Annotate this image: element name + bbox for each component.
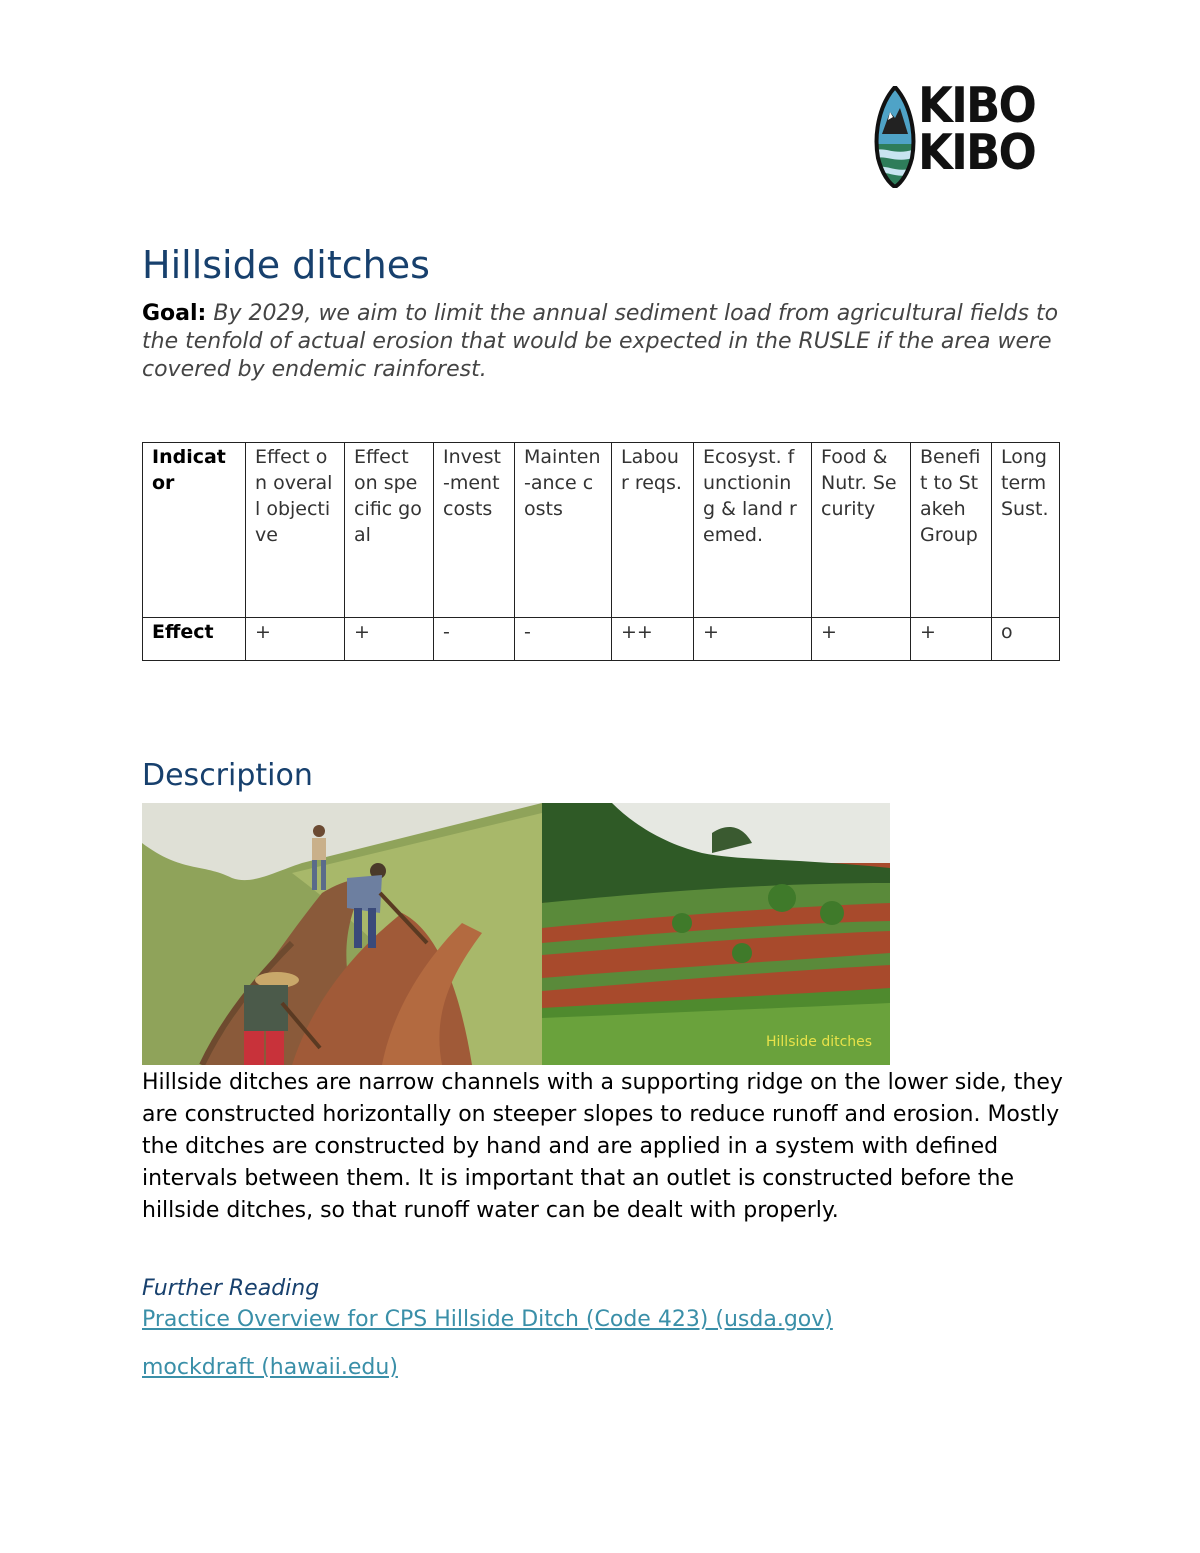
table-header-cell: Mainten-ance costs [515, 443, 612, 618]
table-cell: + [246, 618, 345, 661]
table-header-cell: Effect on overall objective [246, 443, 345, 618]
table-header-cell: Invest-ment costs [434, 443, 515, 618]
table-header-cell: Food & Nutr. Security [812, 443, 911, 618]
hillside-ditches-photo [142, 803, 890, 1065]
goal-statement [142, 300, 1062, 384]
table-header-cell: Long term Sust. [992, 443, 1060, 618]
logo-line-2: KIBO [918, 124, 1036, 181]
table-header-cell: Indicator [143, 443, 246, 618]
table-header-cell: Labour reqs. [612, 443, 694, 618]
further-reading-heading: Further Reading [142, 1276, 320, 1301]
photo-workers-digging [142, 803, 542, 1065]
goal-label: Goal: [142, 301, 207, 326]
description-body: Hillside ditches are narrow channels with a supporting ridge on the lower side, they are constructed horizontally on steeper slopes to reduce runoff and erosion. Mostly the ditches are constructed by hand and are applied in a system with defined intervals between them. It is important that an outlet is constructed before the hillside ditches, so that runoff water can be dealt with properly. [142, 1070, 1063, 1223]
table-cell: + [812, 618, 911, 661]
usda-hillside-ditch-link[interactable]: Practice Overview for CPS Hillside Ditch (Code 423) (usda.gov) [142, 1307, 833, 1332]
table-cell: ++ [612, 618, 694, 661]
kibo-shield-icon [872, 86, 918, 188]
page-title: Hillside ditches [142, 243, 430, 287]
table-header-cell: Benefit to Stakeh Group [911, 443, 992, 618]
table-header-cell: Effect on specific goal [345, 443, 434, 618]
hawaii-mockdraft-link[interactable]: mockdraft (hawaii.edu) [142, 1355, 398, 1380]
kibo-wordmark [918, 77, 1036, 181]
table-header-row [143, 443, 1060, 618]
logo-line-1: KIBO [918, 77, 1036, 134]
table-cell: - [515, 618, 612, 661]
table-cell: o [992, 618, 1060, 661]
kibo-logo [872, 77, 1058, 188]
evaluation-table [142, 442, 1060, 661]
table-cell: - [434, 618, 515, 661]
description-heading: Description [142, 758, 313, 793]
table-row [143, 618, 1060, 661]
photo-terraced-field [542, 803, 890, 1065]
table-cell: + [911, 618, 992, 661]
photo-caption: Hillside ditches [766, 1034, 873, 1050]
table-cell: + [345, 618, 434, 661]
table-header-cell: Ecosyst. functioning & land remed. [694, 443, 812, 618]
table-cell: + [694, 618, 812, 661]
goal-text: By 2029, we aim to limit the annual sediment load from agricultural fields to the tenfold of actual erosion that would be expected in the RUSLE if the area were covered by endemic rainforest. [142, 301, 1059, 382]
table-row-label: Effect [143, 618, 246, 661]
